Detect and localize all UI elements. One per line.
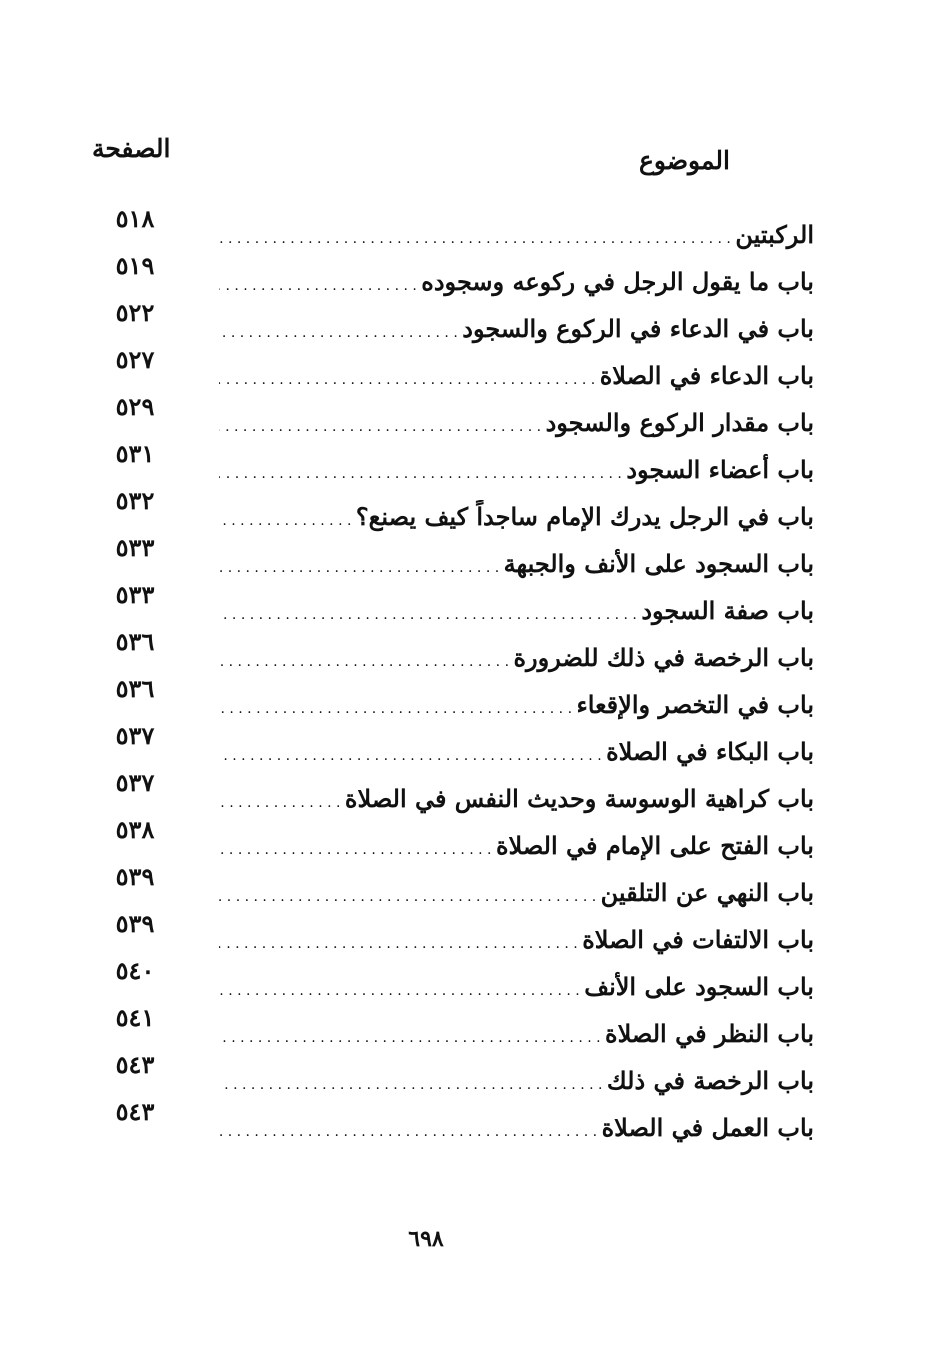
toc-entry xyxy=(0,721,932,769)
toc-entry xyxy=(0,345,932,393)
toc-entry xyxy=(0,533,932,581)
toc-entry-title: باب مقدار الركوع والسجود . . . xyxy=(219,406,814,444)
toc-page-number: ٥٣٣ xyxy=(115,533,155,562)
toc-page-number: ٥٤٣ xyxy=(115,1050,155,1079)
toc-entry-title: باب في الرجل يدرك الإمام ساجداً كيف يصنع؟ . . . xyxy=(219,500,814,538)
toc-entry-title: باب كراهية الوسوسة وحديث النفس في الصلاة . . . xyxy=(219,782,814,820)
toc-entry xyxy=(0,768,932,816)
toc-page-number: ٥٤١ xyxy=(115,1003,155,1032)
toc-page-number: ٥٣٣ xyxy=(115,580,155,609)
toc-page-number: ٥٤٠ xyxy=(115,956,155,985)
toc-page-number: ٥١٨ xyxy=(115,204,155,233)
toc-page-number: ٥٢٧ xyxy=(115,345,155,374)
toc-entry-title: باب في التخصر والإقعاء . . . xyxy=(219,688,814,726)
toc-page-number: ٥٣٦ xyxy=(115,627,155,656)
toc-entry-title: باب ما يقول الرجل في ركوعه وسجوده . . . xyxy=(219,265,814,303)
toc-page-number: ٥٣٩ xyxy=(115,909,155,938)
toc-entry xyxy=(0,862,932,910)
toc-entry xyxy=(0,439,932,487)
toc-entry xyxy=(0,627,932,675)
toc-page-number: ٥٢٢ xyxy=(115,298,155,327)
toc-entry xyxy=(0,486,932,534)
toc-entry xyxy=(0,815,932,863)
toc-entry-title: باب النظر في الصلاة . . . xyxy=(219,1017,814,1055)
toc-entry-title: باب السجود على الأنف . . . xyxy=(219,970,814,1008)
toc-page-number: ٥٣٩ xyxy=(115,862,155,891)
toc-page-number: ٥١٩ xyxy=(115,251,155,280)
toc-entry-title: باب البكاء في الصلاة . . . xyxy=(219,735,814,773)
toc-page-number: ٥٣٢ xyxy=(115,486,155,515)
toc-entry xyxy=(0,1003,932,1051)
toc-entry xyxy=(0,1050,932,1098)
toc-entry xyxy=(0,956,932,1004)
toc-page-number: ٥٤٣ xyxy=(115,1097,155,1126)
toc-page-number: ٥٣٧ xyxy=(115,721,155,750)
toc-entry xyxy=(0,909,932,957)
toc-page-number: ٥٣١ xyxy=(115,439,155,468)
toc-entry-title: باب السجود على الأنف والجبهة . . . xyxy=(219,547,814,585)
page-column-header: الصفحة xyxy=(92,134,171,163)
toc-entry xyxy=(0,392,932,440)
toc-entry-title: باب أعضاء السجود . . . xyxy=(219,453,814,491)
toc-entry-title: باب الرخصة في ذلك . . . xyxy=(219,1064,814,1102)
toc-entry xyxy=(0,251,932,299)
toc-page-number: ٥٢٩ xyxy=(115,392,155,421)
toc-entry-title: باب في الدعاء في الركوع والسجود . . . xyxy=(219,312,814,350)
toc-page-number: ٥٣٦ xyxy=(115,674,155,703)
toc-entry-title: باب العمل في الصلاة . . . xyxy=(219,1111,814,1149)
toc-entry xyxy=(0,1097,932,1145)
toc-entry-title: الركبتين . . . xyxy=(219,218,814,256)
toc-entry-title: باب الدعاء في الصلاة . . . xyxy=(219,359,814,397)
page-number-footer: ٦٩٨ xyxy=(408,1226,444,1252)
toc-entry-title: باب الفتح على الإمام في الصلاة . . . xyxy=(219,829,814,867)
toc-entry xyxy=(0,674,932,722)
toc-page-number: ٥٣٧ xyxy=(115,768,155,797)
toc-entry-title: باب الرخصة في ذلك للضرورة . . . xyxy=(219,641,814,679)
toc-entry xyxy=(0,298,932,346)
toc-entry xyxy=(0,204,932,252)
toc-entry xyxy=(0,580,932,628)
toc-page-number: ٥٣٨ xyxy=(115,815,155,844)
topic-column-header: الموضوع xyxy=(639,146,730,175)
toc-entry-title: باب الالتفات في الصلاة . . . xyxy=(219,923,814,961)
toc-entry-title: باب النهي عن التلقين . . . xyxy=(219,876,814,914)
toc-entry-title: باب صفة السجود . . . xyxy=(219,594,814,632)
